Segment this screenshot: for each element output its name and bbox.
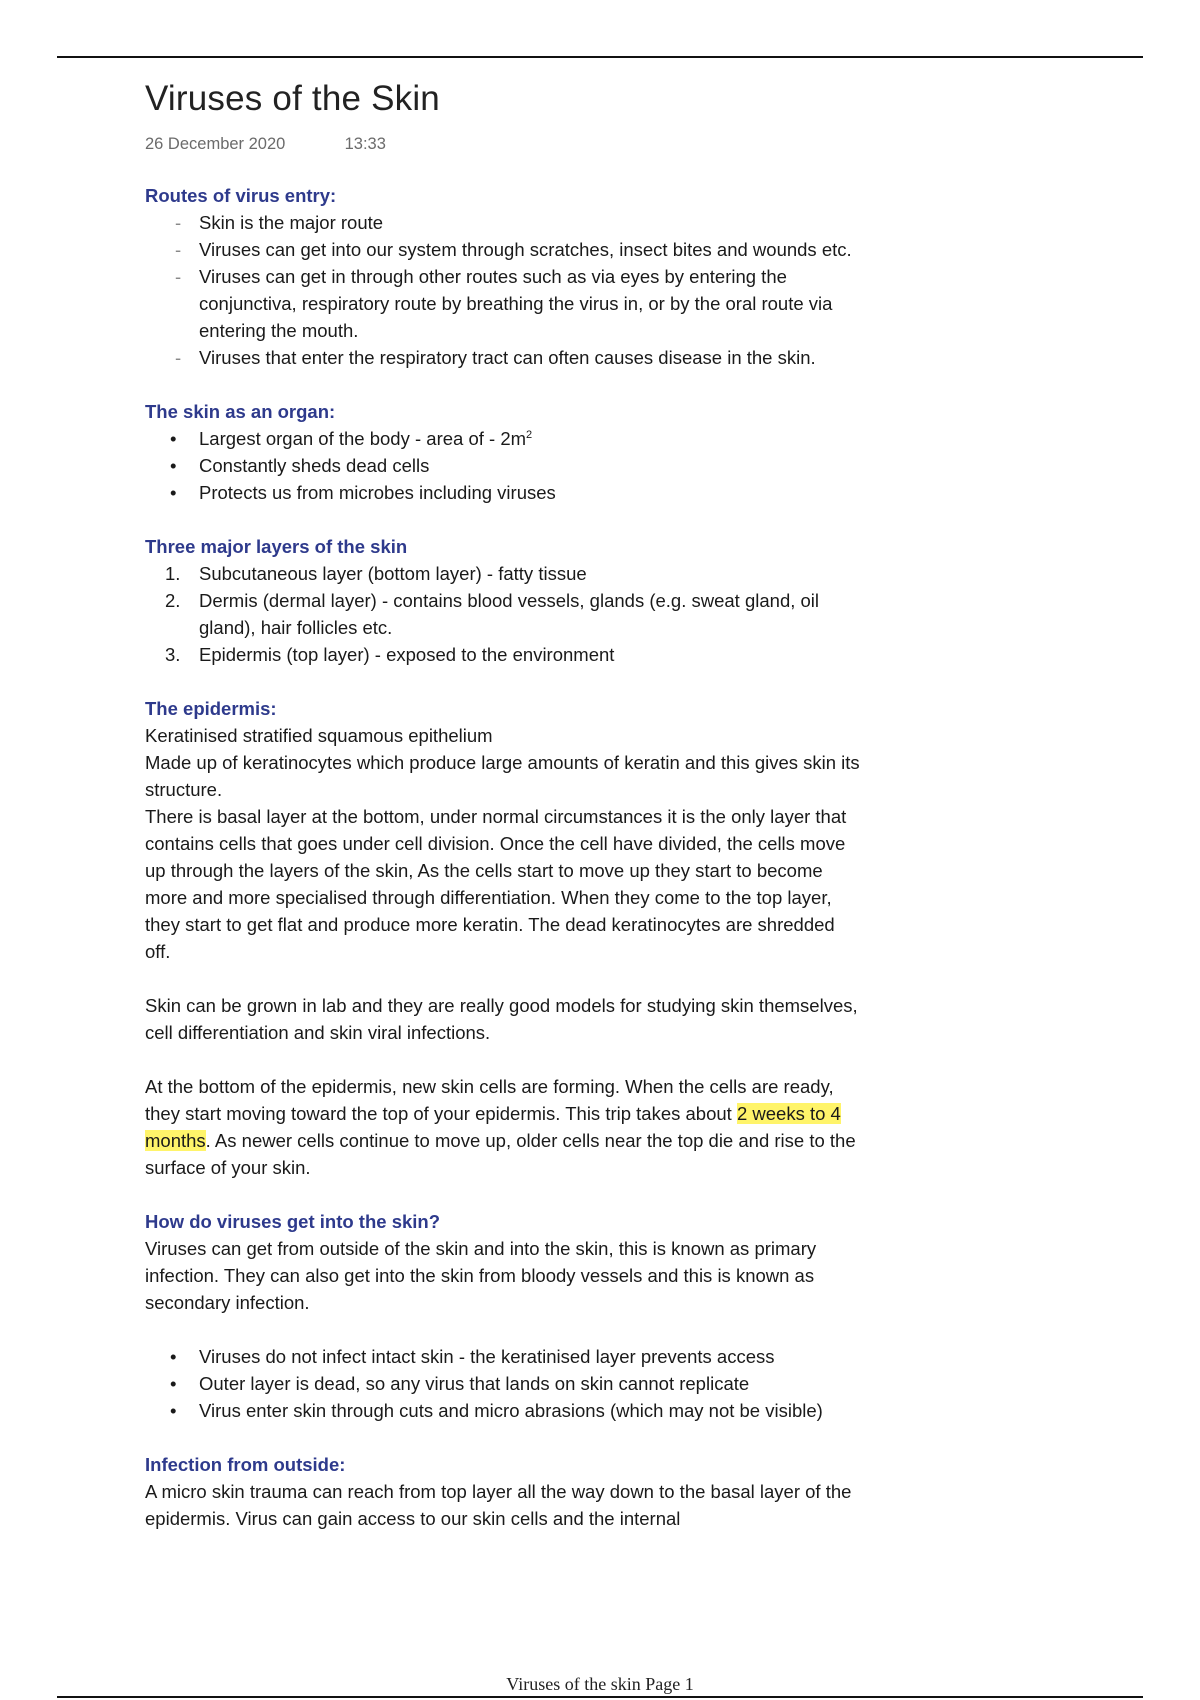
paragraph [145,1073,865,1181]
dash-marker: - [175,239,182,260]
bullet-marker: • [170,482,177,503]
paragraph: Made up of keratinocytes which produce large amounts of keratin and this gives skin its structure. [145,752,860,800]
dash-marker: - [175,266,182,287]
section-heading: How do viruses get into the skin? [145,1211,441,1232]
bullet-marker: • [170,1373,177,1394]
paragraph: Viruses can get from outside of the skin and into the skin, this is known as primary infection. They can also get into the skin from bloody vessels and this is known as secondary infection. [145,1238,817,1313]
dash-marker: - [175,212,182,233]
list-item [145,1343,865,1370]
paragraph: Keratinised stratified squamous epithelium [145,725,493,746]
list-item-text: Subcutaneous layer (bottom layer) - fatty tissue [199,563,587,584]
paragraph: There is basal layer at the bottom, under normal circumstances it is the only layer that contains cells that goes under cell division. Once the cell have divided, the cells move up through the layers of the skin, As the cells start to move up they start to become more and more specialised through differentiation. When they come to the top layer, they start to get flat and produce more keratin. The dead keratinocytes are shredded off. [145,806,847,962]
text-run: . As newer cells continue to move up, older cells near the top die and rise to the surface of your skin. [145,1130,856,1178]
list-item-text: Dermis (dermal layer) - contains blood vessels, glands (e.g. sweat gland, oil gland), hair follicles etc. [199,590,820,638]
list-item-text: Constantly sheds dead cells [199,455,430,476]
list-item-text: Viruses do not infect intact skin - the keratinised layer prevents access [199,1346,775,1367]
list-item [145,479,865,506]
list-item [145,425,865,452]
number-marker: 2. [165,590,181,611]
section-entry [145,1208,865,1424]
section-outside [145,1451,865,1532]
list-item [145,1397,865,1424]
dash-marker: - [175,347,182,368]
dash-list [145,209,865,371]
note-time: 13:33 [344,135,386,153]
section-heading: The skin as an organ: [145,401,336,422]
section-routes [145,182,865,371]
list-item [145,344,865,371]
list-item-text: Protects us from microbes including viruses [199,482,556,503]
section-heading: Three major layers of the skin [145,536,408,557]
note-date: 26 December 2020 [145,135,286,153]
section-heading: The epidermis: [145,698,277,719]
superscript: 2 [526,428,533,441]
section-heading: Infection from outside: [145,1454,346,1475]
section-epidermis [145,695,865,1181]
list-item [145,263,865,344]
list-item-text: Outer layer is dead, so any virus that lands on skin cannot replicate [199,1373,750,1394]
list-item [145,209,865,236]
note-meta [145,132,865,156]
page-title[interactable]: Viruses of the Skin [145,79,440,118]
page-footer: Viruses of the skin Page 1 [506,1674,694,1694]
number-marker: 3. [165,644,181,665]
list-item-text: Virus enter skin through cuts and micro abrasions (which may not be visible) [199,1400,823,1421]
list-item-text: Viruses can get in through other routes such as via eyes by entering the conjunctiva, respiratory route by breathing the virus in, or by the oral route via entering the mouth. [199,266,833,341]
section-layers [145,533,865,668]
list-item [145,560,865,587]
bottom-rule [57,1696,1143,1698]
bullet-marker: • [170,1400,177,1421]
list-item [145,1370,865,1397]
section-organ [145,398,865,506]
list-item [145,452,865,479]
top-rule [57,56,1143,58]
numbered-list [145,560,865,668]
list-item-text: Viruses that enter the respiratory tract can often causes disease in the skin. [199,347,816,368]
bullet-marker: • [170,1346,177,1367]
bullet-marker: • [170,455,177,476]
section-heading: Routes of virus entry: [145,185,337,206]
list-item [145,587,865,641]
list-item [145,641,865,668]
list-item-text: Viruses can get into our system through scratches, insect bites and wounds etc. [199,239,852,260]
note-page [145,74,865,1532]
highlighted-text: 2 weeks to 4 months [145,1103,841,1151]
bullet-marker: • [170,428,177,449]
bullet-list [145,425,865,506]
list-item-text: Largest organ of the body - area of - 2m [199,428,527,449]
paragraph: A micro skin trauma can reach from top layer all the way down to the basal layer of the epidermis. Virus can gain access to our skin cells and the internal [145,1481,852,1529]
bullet-list [145,1343,865,1424]
text-run: At the bottom of the epidermis, new skin cells are forming. When the cells are ready, they start moving toward the top of your epidermis. This trip takes about [145,1076,834,1124]
paragraph: Skin can be grown in lab and they are really good models for studying skin themselves, cell differentiation and skin viral infections. [145,995,858,1043]
list-item-text: Skin is the major route [199,212,384,233]
list-item-text: Epidermis (top layer) - exposed to the environment [199,644,615,665]
number-marker: 1. [165,563,181,584]
list-item [145,236,865,263]
